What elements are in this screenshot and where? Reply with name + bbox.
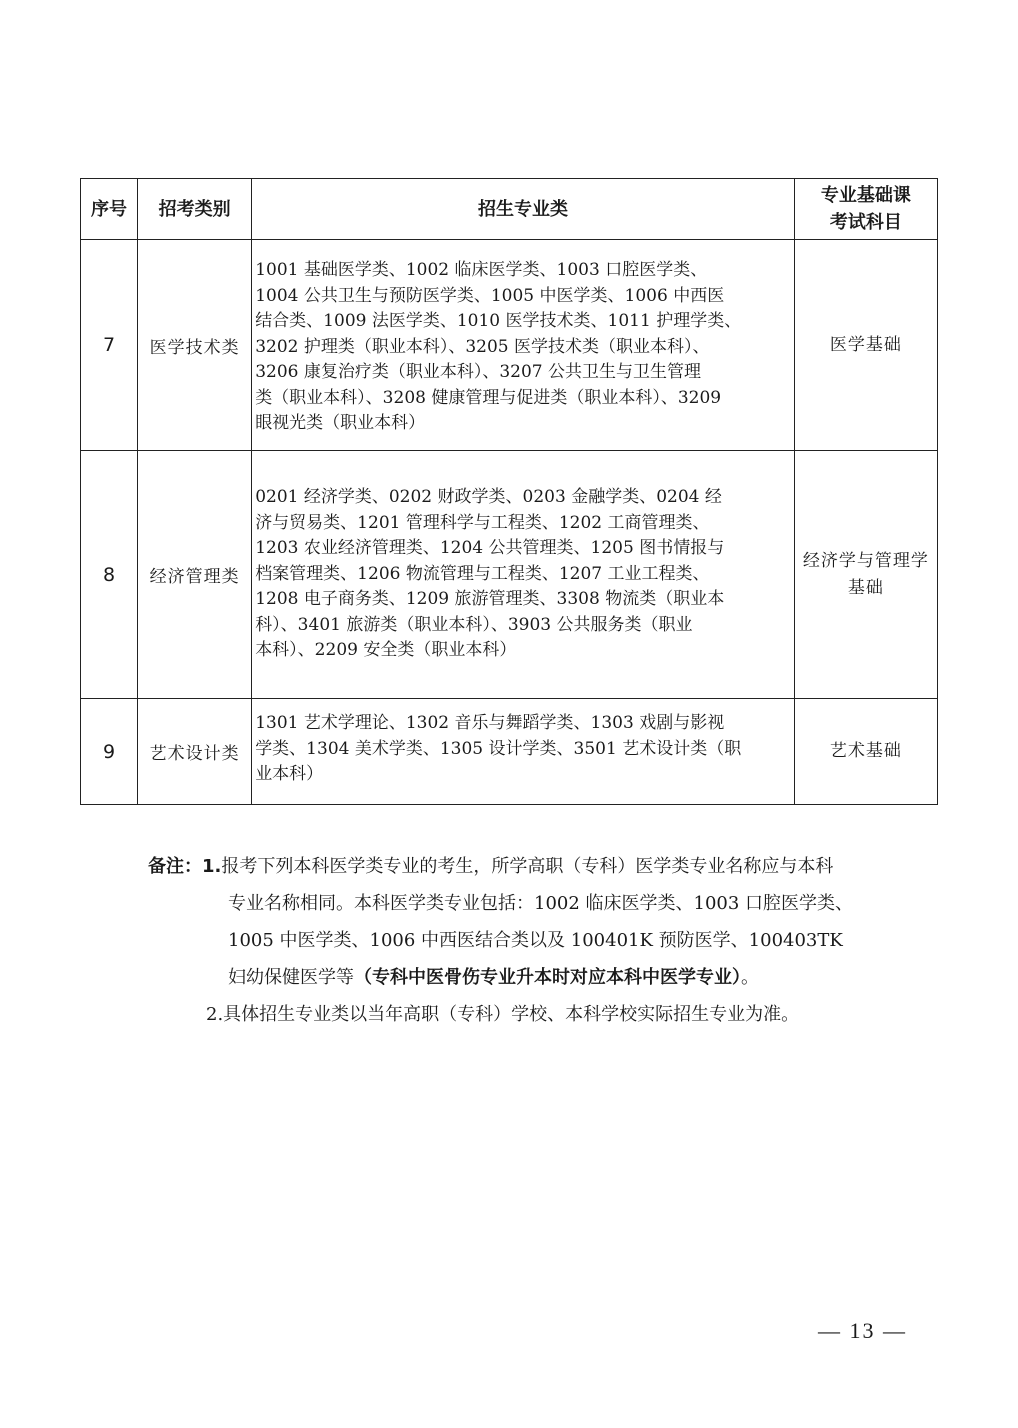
majors-table xyxy=(80,178,938,805)
row-index: 8 xyxy=(81,451,138,699)
majors-line: 3206 康复治疗类（职业本科）、3207 公共卫生与卫生管理 xyxy=(255,362,702,382)
header-subject-line2: 考试科目 xyxy=(829,212,902,233)
header-majors: 招生专业类 xyxy=(252,179,795,240)
remark-1-line xyxy=(148,848,928,885)
majors-line: 业本科） xyxy=(255,764,324,784)
row-index: 7 xyxy=(81,240,138,451)
remarks xyxy=(148,848,928,1033)
remark-1-line: 1005 中医学类、1006 中西医结合类以及 100401K 预防医学、100403TK xyxy=(228,930,843,951)
row-subject xyxy=(794,699,937,805)
majors-line: 1001 基础医学类、1002 临床医学类、1003 口腔医学类、 xyxy=(255,260,708,280)
row-majors xyxy=(252,451,795,699)
majors-line: 1208 电子商务类、1209 旅游管理类、3308 物流类（职业本 xyxy=(255,589,725,609)
remark-1-line: 专业名称相同。本科医学类专业包括：1002 临床医学类、1003 口腔医学类、 xyxy=(228,893,854,914)
row-subject xyxy=(794,240,937,451)
majors-line: 济与贸易类、1201 管理科学与工程类、1202 工商管理类、 xyxy=(255,512,710,533)
remarks-label: 备注： xyxy=(148,856,202,877)
subject-line: 艺术基础 xyxy=(829,741,902,761)
row-index: 9 xyxy=(81,699,138,805)
majors-line: 本科）、2209 安全类（职业本科） xyxy=(255,640,517,660)
majors-line: 1203 农业经济管理类、1204 公共管理类、1205 图书情报与 xyxy=(255,538,725,558)
majors-line: 档案管理类、1206 物流管理与工程类、1207 工业工程类、 xyxy=(255,563,710,584)
majors-line: 科）、3401 旅游类（职业本科）、3903 公共服务类（职业 xyxy=(255,614,693,635)
majors-line: 1301 艺术学理论、1302 音乐与舞蹈学类、1303 戏剧与影视 xyxy=(255,713,725,733)
row-majors xyxy=(252,240,795,451)
table-row xyxy=(81,240,938,451)
row-category: 艺术设计类 xyxy=(138,699,252,805)
majors-line: 学类、1304 美术学类、1305 设计学类、3501 艺术设计类（职 xyxy=(255,738,742,759)
header-category: 招考类别 xyxy=(138,179,252,240)
table-header-row xyxy=(81,179,938,240)
table-row xyxy=(81,699,938,805)
subject-line: 经济学与管理学 xyxy=(802,550,929,571)
majors-line: 0201 经济学类、0202 财政学类、0203 金融学类、0204 经 xyxy=(255,487,722,507)
majors-line: 结合类、1009 法医学类、1010 医学技术类、1011 护理学类、 xyxy=(255,311,742,331)
majors-line: 类（职业本科）、3208 健康管理与促进类（职业本科）、3209 xyxy=(255,387,722,408)
majors-line: 眼视光类（职业本科） xyxy=(255,413,426,433)
page-number: — 13 — xyxy=(818,1318,907,1343)
row-subject xyxy=(794,451,937,699)
row-majors xyxy=(252,699,795,805)
header-subject-line1: 专业基础课 xyxy=(820,185,911,206)
remark-1-number: 1. xyxy=(202,856,222,877)
remark-1-text: 妇幼保健医学等 xyxy=(228,967,354,988)
majors-line: 3202 护理类（职业本科）、3205 医学技术类（职业本科）、 xyxy=(255,336,710,357)
remark-1-emphasis: （专科中医骨伤专业升本时对应本科中医学专业） xyxy=(354,967,741,988)
majors-line: 1004 公共卫生与预防医学类、1005 中医学类、1006 中西医 xyxy=(255,285,725,306)
remark-1-end: 。 xyxy=(741,967,759,988)
subject-line: 基础 xyxy=(847,577,884,598)
subject-line: 医学基础 xyxy=(829,334,902,355)
remark-1-text: 报考下列本科医学类专业的考生，所学高职（专科）医学类专业名称应与本科 xyxy=(221,856,834,877)
table-row xyxy=(81,451,938,699)
header-index: 序号 xyxy=(81,179,138,240)
header-subject xyxy=(794,179,937,240)
row-category: 经济管理类 xyxy=(138,451,252,699)
row-category: 医学技术类 xyxy=(138,240,252,451)
remark-1-line xyxy=(148,959,928,996)
remark-2: 2.具体招生专业类以当年高职（专科）学校、本科学校实际招生专业为准。 xyxy=(206,1004,800,1025)
